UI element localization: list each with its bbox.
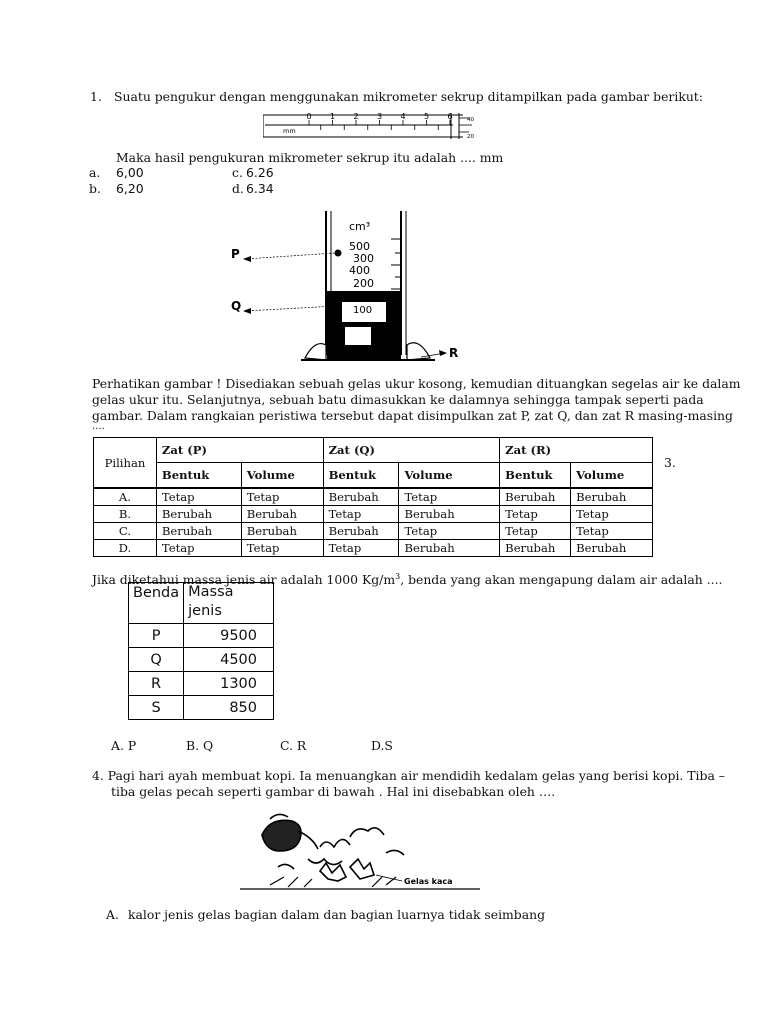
- table-cell: Berubah: [399, 506, 500, 523]
- micrometer-scale-number: 0: [306, 112, 312, 121]
- table-cell: Tetap: [571, 523, 653, 540]
- table-row: [94, 540, 653, 557]
- table-cell: Tetap: [571, 506, 653, 523]
- header-benda: Benda: [129, 583, 184, 624]
- q1-option-b-letter: b.: [89, 181, 101, 196]
- cylinder-unit-label: cm³: [349, 220, 371, 233]
- broken-glass-figure: [200, 807, 488, 899]
- micrometer-figure: [263, 109, 481, 143]
- scale-200: 200: [353, 277, 374, 290]
- q1-number: 1.: [90, 89, 102, 104]
- q3-question-sup: 3: [395, 572, 401, 581]
- header-jenis: jenis: [188, 603, 222, 619]
- subheader-q-bentuk: Bentuk: [323, 463, 399, 489]
- scale-400: 400: [349, 264, 370, 277]
- table-row: [129, 648, 274, 672]
- table-row: [94, 488, 653, 506]
- subheader-r-bentuk: Bentuk: [500, 463, 571, 489]
- table-cell: Tetap: [500, 506, 571, 523]
- q1-option-a-letter: a.: [89, 165, 101, 180]
- massa-cell: 9500: [184, 624, 274, 648]
- header-zat-q: Zat (Q): [323, 438, 500, 463]
- table-row: [129, 696, 274, 720]
- benda-cell: R: [129, 672, 184, 696]
- subheader-r-volume: Volume: [571, 463, 653, 489]
- header-massa-jenis: [184, 583, 274, 624]
- table-row: [129, 624, 274, 648]
- table-cell: Tetap: [399, 523, 500, 540]
- benda-cell: P: [129, 624, 184, 648]
- row-pilihan: C.: [94, 523, 157, 540]
- micrometer-scale-number: 2: [353, 112, 359, 121]
- scale-300: 300: [353, 252, 374, 265]
- micrometer-unit-label: mm: [283, 127, 296, 135]
- table-cell: Tetap: [156, 540, 241, 557]
- label-q: Q: [231, 299, 242, 313]
- header-pilihan: Pilihan: [94, 438, 157, 489]
- q3-option-d: D.S: [371, 738, 393, 753]
- micrometer-scale-number: 1: [330, 112, 336, 121]
- table-cell: Tetap: [241, 540, 323, 557]
- header-zat-p: Zat (P): [156, 438, 323, 463]
- benda-cell: S: [129, 696, 184, 720]
- water-block: [327, 291, 401, 361]
- table-cell: Berubah: [323, 523, 399, 540]
- table-cell: Tetap: [323, 540, 399, 557]
- row-pilihan: D.: [94, 540, 157, 557]
- subheader-p-bentuk: Bentuk: [156, 463, 241, 489]
- q4-option-a-letter: A.: [106, 907, 119, 922]
- table-row: [94, 506, 653, 523]
- header-zat-r: Zat (R): [500, 438, 653, 463]
- table-cell: Tetap: [500, 523, 571, 540]
- q2-paragraph-line-1: Perhatikan gambar ! Disediakan sebuah gelas ukur kosong, kemudian dituangkan segelas air ke dalam: [92, 376, 741, 391]
- q1-option-d: 6.34: [246, 181, 274, 196]
- q2-paragraph-line-2: gelas ukur itu. Selanjutnya, sebuah batu dimasukkan ke dalamnya sehingga tampak seperti pada: [92, 392, 704, 407]
- scale-100: 100: [353, 305, 373, 316]
- q3-option-c: C. R: [280, 738, 307, 753]
- q4-line-2: tiba gelas pecah seperti gambar di bawah . Hal ini disebabkan oleh ….: [111, 784, 556, 799]
- label-p: P: [231, 247, 240, 261]
- q1-option-d-letter: d.: [232, 181, 244, 196]
- q1-option-c-letter: c.: [232, 165, 243, 180]
- density-table: [128, 582, 274, 720]
- massa-cell: 850: [184, 696, 274, 720]
- q1-option-c: 6.26: [246, 165, 274, 180]
- table-row: [94, 523, 653, 540]
- q3-question-text-end: , benda yang akan mengapung dalam air adalah ....: [400, 572, 723, 588]
- table-cell: Berubah: [323, 488, 399, 506]
- q2-paragraph-line-3: gambar. Dalam rangkaian peristiwa tersebut dapat disimpulkan zat P, zat Q, dan zat R masing-masing: [92, 408, 733, 423]
- q3-question-text: Jika diketahui massa jenis air adalah 1000 Kg/m: [92, 572, 396, 588]
- table-cell: Berubah: [500, 540, 571, 557]
- row-pilihan: B.: [94, 506, 157, 523]
- thimble-top-label: 40: [467, 117, 474, 123]
- subheader-q-volume: Volume: [399, 463, 500, 489]
- table-cell: Tetap: [241, 488, 323, 506]
- table-cell: Tetap: [156, 488, 241, 506]
- scale-500: 500: [349, 240, 370, 253]
- q3-option-b: B. Q: [186, 738, 214, 753]
- states-of-matter-table: [93, 437, 653, 557]
- micrometer-scale-number: 4: [400, 112, 406, 121]
- q1-prompt: Maka hasil pengukuran mikrometer sekrup itu adalah .... mm: [116, 150, 504, 165]
- massa-cell: 1300: [184, 672, 274, 696]
- micrometer-scale-number: 3: [377, 112, 383, 121]
- table-cell: Berubah: [156, 523, 241, 540]
- thimble-bottom-label: 20: [467, 134, 474, 140]
- measuring-cylinder-figure: [225, 207, 475, 367]
- q1-question: Suatu pengukur dengan menggunakan mikrometer sekrup ditampilkan pada gambar berikut:: [114, 89, 703, 104]
- q4-option-a: kalor jenis gelas bagian dalam dan bagian luarnya tidak seimbang: [128, 907, 546, 922]
- q4-line-1: 4. Pagi hari ayah membuat kopi. Ia menuangkan air mendidih kedalam gelas yang berisi kopi. Tiba –: [92, 768, 725, 783]
- table-row: [129, 672, 274, 696]
- table-cell: Berubah: [571, 540, 653, 557]
- table-cell: Berubah: [156, 506, 241, 523]
- q2-paragraph-line-4: ....: [92, 421, 105, 432]
- q1-option-b: 6,20: [116, 181, 144, 196]
- q3-number: 3.: [664, 455, 676, 470]
- table-cell: Berubah: [571, 488, 653, 506]
- benda-cell: Q: [129, 648, 184, 672]
- table-cell: Berubah: [500, 488, 571, 506]
- glass-label: Gelas kaca: [404, 877, 453, 886]
- table-cell: Tetap: [399, 488, 500, 506]
- table-cell: Tetap: [323, 506, 399, 523]
- label-r: R: [449, 346, 459, 360]
- massa-cell: 4500: [184, 648, 274, 672]
- table-cell: Berubah: [399, 540, 500, 557]
- table-cell: Berubah: [241, 506, 323, 523]
- stone-bottom: [345, 327, 371, 345]
- table-cell: Berubah: [241, 523, 323, 540]
- micrometer-scale-number: 6: [447, 112, 453, 121]
- q1-option-a: 6,00: [116, 165, 144, 180]
- row-pilihan: A.: [94, 488, 157, 506]
- point-p-dot: [335, 250, 342, 257]
- q3-option-a: A. P: [111, 738, 137, 753]
- micrometer-scale-number: 5: [424, 112, 430, 121]
- subheader-p-volume: Volume: [241, 463, 323, 489]
- header-massa: Massa: [188, 584, 234, 600]
